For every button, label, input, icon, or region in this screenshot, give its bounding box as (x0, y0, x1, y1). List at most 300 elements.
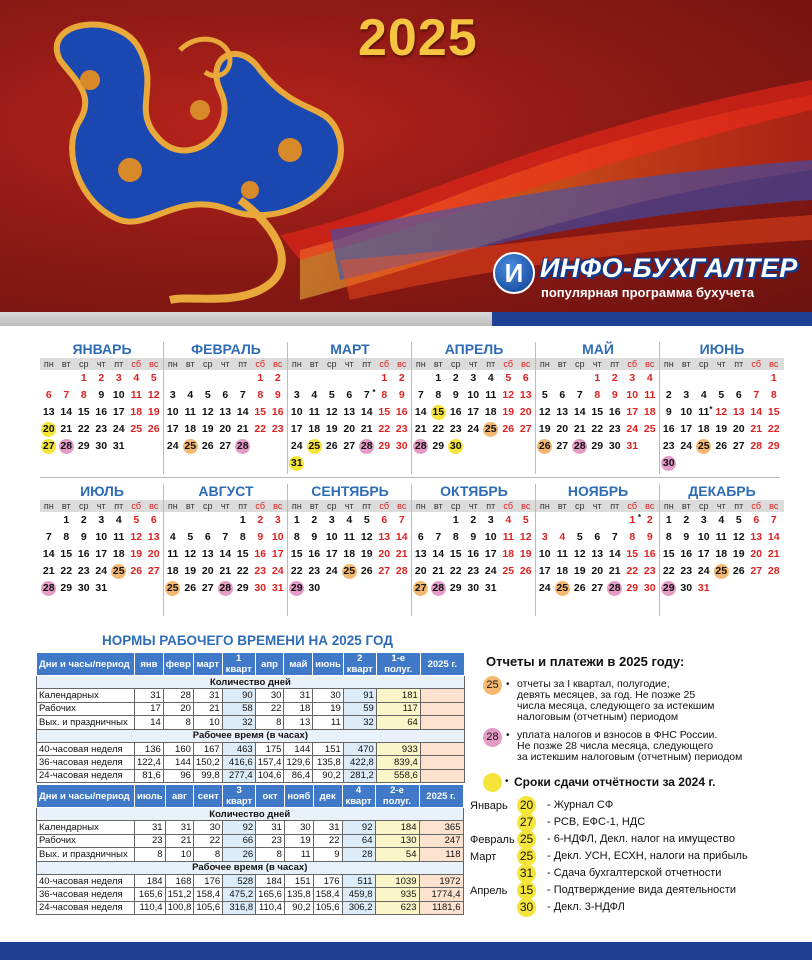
day-cell: 9 (257, 531, 264, 543)
table-cell: Дни и часы/период (37, 653, 135, 676)
table-cell: 181 (376, 689, 420, 702)
day-cell: 18 (166, 565, 179, 577)
day-cell: 5 (735, 514, 742, 526)
week-row (536, 404, 660, 421)
day-cell: 22 (60, 565, 73, 577)
weekday-label: сб (503, 501, 514, 511)
day-cell: 13 (414, 548, 427, 560)
section-row (37, 676, 465, 689)
weekday-label: ср (698, 359, 709, 369)
day-cell: 25 (482, 421, 500, 438)
day-cell: 9 (98, 389, 105, 401)
day-cell (234, 370, 252, 387)
row-divider (40, 477, 780, 478)
day-cell: 23 (395, 423, 408, 435)
day-cell: 29 (236, 582, 249, 594)
weekday-label: ср (698, 501, 709, 511)
month-12 (660, 482, 784, 597)
table-cell: 144 (163, 756, 193, 769)
day-cell: 16 (254, 548, 267, 560)
day-cell: 11 (308, 406, 320, 418)
table-cell: 32 (222, 716, 255, 729)
day-cell (571, 370, 589, 387)
table-cell: 176 (313, 874, 342, 887)
day-cell: 27 (412, 580, 430, 597)
day-cell (713, 455, 731, 472)
day-cell: 29 (591, 440, 604, 452)
day-cell: 28 (234, 438, 252, 455)
deadline-day: 25 (517, 830, 536, 849)
day-cell: 7 (576, 389, 583, 401)
norms-table-h1 (36, 652, 465, 783)
weekday-header (164, 500, 288, 512)
weekday-header (40, 500, 164, 512)
day-cell: 10 (697, 531, 710, 543)
day-cell (641, 438, 659, 455)
day-cell: 17 (112, 406, 125, 418)
table-cell: 117 (376, 702, 420, 715)
day-cell: 6 (45, 389, 52, 401)
table-cell: 18 (284, 702, 313, 715)
weekday-label: вт (309, 501, 319, 511)
day-cell (164, 512, 182, 529)
section-row (37, 861, 464, 874)
day-cell: 21 (608, 565, 621, 577)
table-cell: 1039 (375, 874, 419, 887)
day-cell: 25 (643, 423, 656, 435)
weekday-label: пн (167, 501, 178, 511)
day-cell: 19 (184, 565, 197, 577)
table-cell: 31 (256, 821, 285, 834)
day-cell (40, 370, 58, 387)
day-cell: 19 (715, 423, 728, 435)
day-cell: 10 (290, 406, 303, 418)
day-cell: 14 (750, 406, 763, 418)
note-line: отчеты за I квартал, полугодие, (517, 678, 670, 690)
day-cell: 27 (378, 565, 391, 577)
week-row (288, 563, 412, 580)
day-cell: 4 (700, 389, 707, 401)
weekday-label: вс (521, 359, 531, 369)
day-cell: 22 (432, 423, 445, 435)
day-cell: 2 (470, 514, 477, 526)
day-cell: 7 (770, 514, 777, 526)
day-cell: 3 (274, 514, 281, 526)
day-cell: 17 (484, 548, 497, 560)
day-cell: 21 (60, 423, 73, 435)
day-cell: 13 (343, 406, 356, 418)
day-cell: 12 (732, 531, 745, 543)
table-cell: 104,6 (255, 769, 284, 782)
table-cell: апр (255, 653, 284, 676)
day-cell (358, 455, 376, 472)
day-cell (341, 580, 359, 597)
day-cell: 13 (219, 406, 232, 418)
day-cell: 16 (77, 548, 90, 560)
day-cell: 15 (662, 548, 675, 560)
day-cell: 6 (222, 389, 229, 401)
weekday-label: сб (131, 501, 142, 511)
table-cell: 157,4 (255, 756, 284, 769)
month-name: СЕНТЯБРЬ (311, 483, 389, 499)
day-cell: 26 (573, 582, 586, 594)
day-cell: 10 (325, 531, 338, 543)
day-cell: 6 (735, 389, 742, 401)
table-cell: 91 (343, 689, 376, 702)
table-cell: Вых. и праздничных (37, 848, 135, 861)
day-cell: 11 (556, 548, 568, 560)
table-row (37, 653, 465, 676)
month-9 (288, 482, 412, 597)
month-8 (164, 482, 288, 597)
weekday-label: чт (220, 501, 230, 511)
weekday-label: вс (645, 359, 655, 369)
day-cell: 24 (538, 582, 551, 594)
week-row (288, 438, 412, 455)
weekday-label: ср (574, 359, 585, 369)
day-cell: 1 (257, 372, 264, 384)
day-cell: 30 (467, 582, 480, 594)
table-cell: 8 (163, 716, 193, 729)
weekday-label: ср (450, 359, 461, 369)
weekday-label: пт (114, 501, 124, 511)
day-cell: 10 (484, 531, 497, 543)
table-cell: 151,2 (165, 888, 194, 901)
weekday-label: чт (344, 359, 354, 369)
week-row (660, 404, 784, 421)
day-cell: 2 (611, 372, 618, 384)
day-cell: 30 (95, 440, 108, 452)
deadline-text: - Подтверждение вида деятельности (547, 884, 736, 896)
day-cell: 3 (470, 372, 477, 384)
table-cell: 623 (375, 901, 419, 914)
deadline-day: 15 (517, 881, 536, 900)
table-cell: 40-часовая неделя (37, 874, 135, 887)
weekday-label: вс (149, 501, 159, 511)
day-cell: 30 (254, 582, 267, 594)
weekday-label: ср (202, 501, 213, 511)
day-cell: 6 (346, 389, 353, 401)
section-row (37, 808, 464, 821)
day-cell: 2 (257, 514, 264, 526)
table-cell (420, 702, 464, 715)
day-cell: 19 (201, 423, 214, 435)
deadline-day: 30 (517, 898, 536, 917)
note-line: числа месяца, следующего за истекшим (517, 700, 715, 712)
week-row (40, 580, 164, 597)
day-cell: 15 (236, 548, 249, 560)
day-cell: 14 (395, 531, 408, 543)
weekday-label: ср (450, 501, 461, 511)
day-cell: 30 (77, 582, 90, 594)
day-cell: 13 (732, 406, 745, 418)
day-cell: 25 (713, 563, 731, 580)
day-cell: 20 (591, 565, 604, 577)
weekday-label: вт (61, 359, 71, 369)
week-row (412, 421, 536, 438)
day-cell: 28 (750, 440, 763, 452)
day-cell: 5 (576, 531, 583, 543)
day-cell: 21 (414, 423, 427, 435)
day-cell: 30 (447, 438, 465, 455)
deadline-day: 25 (517, 847, 536, 866)
day-cell: 24 (271, 565, 284, 577)
day-cell: 1 (63, 514, 70, 526)
table-cell: 306,2 (342, 901, 375, 914)
table-row (37, 874, 464, 887)
weekday-label: ср (326, 359, 337, 369)
table-cell: 365 (419, 821, 463, 834)
day-cell (358, 580, 376, 597)
day-cell: 7 (239, 389, 246, 401)
day-cell: 14 (767, 531, 780, 543)
week-row (412, 438, 536, 455)
weekday-label: вс (397, 501, 407, 511)
weekday-label: вс (273, 359, 283, 369)
day-cell (536, 512, 554, 529)
weekday-label: чт (716, 359, 726, 369)
day-cell: 4 (169, 531, 176, 543)
month-divider (287, 484, 288, 616)
day-cell: 24 (290, 440, 303, 452)
table-cell: 135,8 (313, 756, 344, 769)
weekday-label: ср (574, 501, 585, 511)
table-cell: 168 (165, 874, 194, 887)
day-cell (517, 438, 535, 455)
month-7 (40, 482, 164, 597)
table-cell: 21 (193, 702, 222, 715)
note-reports-25 (517, 679, 787, 723)
day-cell: 22 (254, 423, 267, 435)
day-cell: 7 (45, 531, 52, 543)
table-cell: 54 (375, 848, 419, 861)
table-cell: 90 (222, 689, 255, 702)
day-cell: 31 (626, 440, 639, 452)
day-cell: 25 (164, 580, 182, 597)
weekday-label: пн (539, 501, 550, 511)
day-cell: 17 (271, 548, 284, 560)
weekday-header (412, 500, 536, 512)
section-title: Количество дней (37, 808, 464, 821)
day-cell: 4 (311, 389, 318, 401)
deadlines-title: Сроки сдачи отчётности за 2024 г. (514, 775, 716, 789)
day-cell: 2 (311, 514, 318, 526)
day-cell: 12 (130, 531, 143, 543)
day-cell: 1 (665, 514, 672, 526)
month-name: ДЕКАБРЬ (688, 483, 756, 499)
table-cell: 14 (135, 716, 164, 729)
week-row (536, 421, 660, 438)
weekday-label: пн (415, 359, 426, 369)
table-cell: окт (256, 785, 285, 808)
day-cell: 8 (80, 389, 87, 401)
day-cell: 18 (130, 406, 143, 418)
table-row (37, 716, 465, 729)
deadline-text: - Декл. 3-НДФЛ (547, 901, 625, 913)
day-cell: 12 (147, 389, 160, 401)
day-cell: 31 (271, 582, 284, 594)
weekday-label: вс (149, 359, 159, 369)
day-cell: 26 (201, 440, 214, 452)
day-cell: 7 * (358, 387, 376, 404)
yellow-marker-icon (483, 773, 502, 792)
day-cell (517, 580, 535, 597)
day-cell: 28 (412, 438, 430, 455)
weekday-label: сб (255, 359, 266, 369)
header-banner (0, 0, 812, 316)
weekday-label: сб (131, 359, 142, 369)
week-row (660, 370, 784, 387)
weekday-label: вт (557, 359, 567, 369)
day-cell: 23 (254, 565, 267, 577)
table-cell: 3 кварт (223, 785, 256, 808)
day-cell: 1 (381, 372, 388, 384)
month-divider (535, 342, 536, 474)
day-cell: 18 (308, 423, 321, 435)
week-row (536, 529, 660, 546)
table-cell: 511 (342, 874, 375, 887)
day-cell: 27 (219, 440, 232, 452)
day-cell: 30 (395, 440, 408, 452)
day-cell: 6 (594, 531, 601, 543)
table-cell: июль (135, 785, 166, 808)
month-name: ИЮНЬ (699, 341, 745, 357)
table-cell: Календарных (37, 821, 135, 834)
day-cell: 27 (750, 565, 763, 577)
week-row (40, 421, 164, 438)
day-cell: 20 (219, 423, 232, 435)
deadline-text: - Декл. УСН, ЕСХН, налоги на прибыль (547, 850, 748, 862)
day-cell: 9 (646, 531, 653, 543)
day-cell: 26 (715, 440, 728, 452)
day-cell (430, 512, 448, 529)
day-cell (465, 438, 483, 455)
day-cell: 25 (554, 580, 572, 597)
table-cell: февр (163, 653, 193, 676)
table-cell: 28 (163, 689, 193, 702)
day-cell: 7 (398, 514, 405, 526)
month-name: АПРЕЛЬ (444, 341, 504, 357)
day-cell: 10 (626, 389, 639, 401)
week-row (412, 387, 536, 404)
weekday-label: сб (751, 359, 762, 369)
day-cell: 21 (42, 565, 55, 577)
table-cell: 10 (165, 848, 194, 861)
month-name: МАРТ (330, 341, 370, 357)
day-cell (554, 370, 572, 387)
day-cell: 7 (63, 389, 70, 401)
day-cell: 5 (187, 531, 194, 543)
table-cell: авг (165, 785, 194, 808)
table-cell: 31 (165, 821, 194, 834)
day-cell: 17 (95, 548, 108, 560)
table-row (37, 888, 464, 901)
day-cell: 24 (697, 565, 710, 577)
day-cell: 3 (169, 389, 176, 401)
day-cell (306, 455, 324, 472)
day-cell: 23 (271, 423, 284, 435)
day-cell (606, 512, 624, 529)
day-cell: 14 (360, 406, 373, 418)
day-cell: 20 (378, 548, 391, 560)
day-cell: 10 (166, 406, 179, 418)
week-row (288, 546, 412, 563)
table-cell: 475,2 (223, 888, 256, 901)
day-cell: 23 (467, 565, 480, 577)
day-cell: 3 (541, 531, 548, 543)
table-cell: 175 (255, 742, 284, 755)
day-cell: 22 (449, 565, 462, 577)
weekday-label: пн (663, 359, 674, 369)
day-cell: 9 (683, 531, 690, 543)
day-cell: 5 (150, 372, 157, 384)
day-cell: 11 * (695, 404, 713, 421)
day-cell: 21 (767, 548, 780, 560)
day-cell: 3 (700, 514, 707, 526)
day-cell: 28 (58, 438, 76, 455)
table-cell: 118 (419, 848, 463, 861)
table-cell: 31 (284, 689, 313, 702)
month-name: ОКТЯБРЬ (440, 483, 508, 499)
day-cell: 11 (184, 406, 196, 418)
table-cell: 31 (313, 821, 342, 834)
weekday-label: сб (255, 501, 266, 511)
day-cell (199, 370, 217, 387)
table-cell: 59 (343, 702, 376, 715)
table-cell: 129,6 (284, 756, 313, 769)
table-cell: 13 (284, 716, 313, 729)
week-row (288, 580, 412, 597)
day-cell (341, 370, 359, 387)
day-cell (713, 580, 731, 597)
day-cell: 20 (201, 565, 214, 577)
day-cell: 2 (683, 514, 690, 526)
day-cell: 27 (519, 423, 532, 435)
week-row (536, 512, 660, 529)
day-cell: 29 (288, 580, 306, 597)
day-cell (58, 370, 76, 387)
day-cell (269, 438, 287, 455)
week-row (164, 404, 288, 421)
day-cell: 13 (750, 531, 763, 543)
day-cell: 2 (452, 372, 459, 384)
table-cell: 30 (194, 821, 223, 834)
weekday-label: вс (273, 501, 283, 511)
month-divider (163, 342, 164, 474)
bullet-icon: • (506, 730, 510, 741)
day-cell: 20 (40, 421, 58, 438)
day-cell: 17 (166, 423, 179, 435)
week-row (164, 529, 288, 546)
day-cell: 30 (660, 455, 678, 472)
day-cell: 9 (398, 389, 405, 401)
weekday-header (164, 358, 288, 370)
table-cell: 2 кварт (343, 653, 376, 676)
day-cell: 6 (204, 531, 211, 543)
weekday-label: пт (486, 501, 496, 511)
day-cell: 3 (98, 514, 105, 526)
section-row (37, 729, 465, 742)
table-cell: 31 (135, 821, 166, 834)
day-cell: 2 (665, 389, 672, 401)
day-cell: 18 (184, 423, 197, 435)
table-cell: 184 (256, 874, 285, 887)
table-cell: 26 (223, 848, 256, 861)
table-cell: май (284, 653, 313, 676)
day-cell: 5 (328, 389, 335, 401)
day-cell: 18 (556, 565, 569, 577)
weekday-label: пн (663, 501, 674, 511)
